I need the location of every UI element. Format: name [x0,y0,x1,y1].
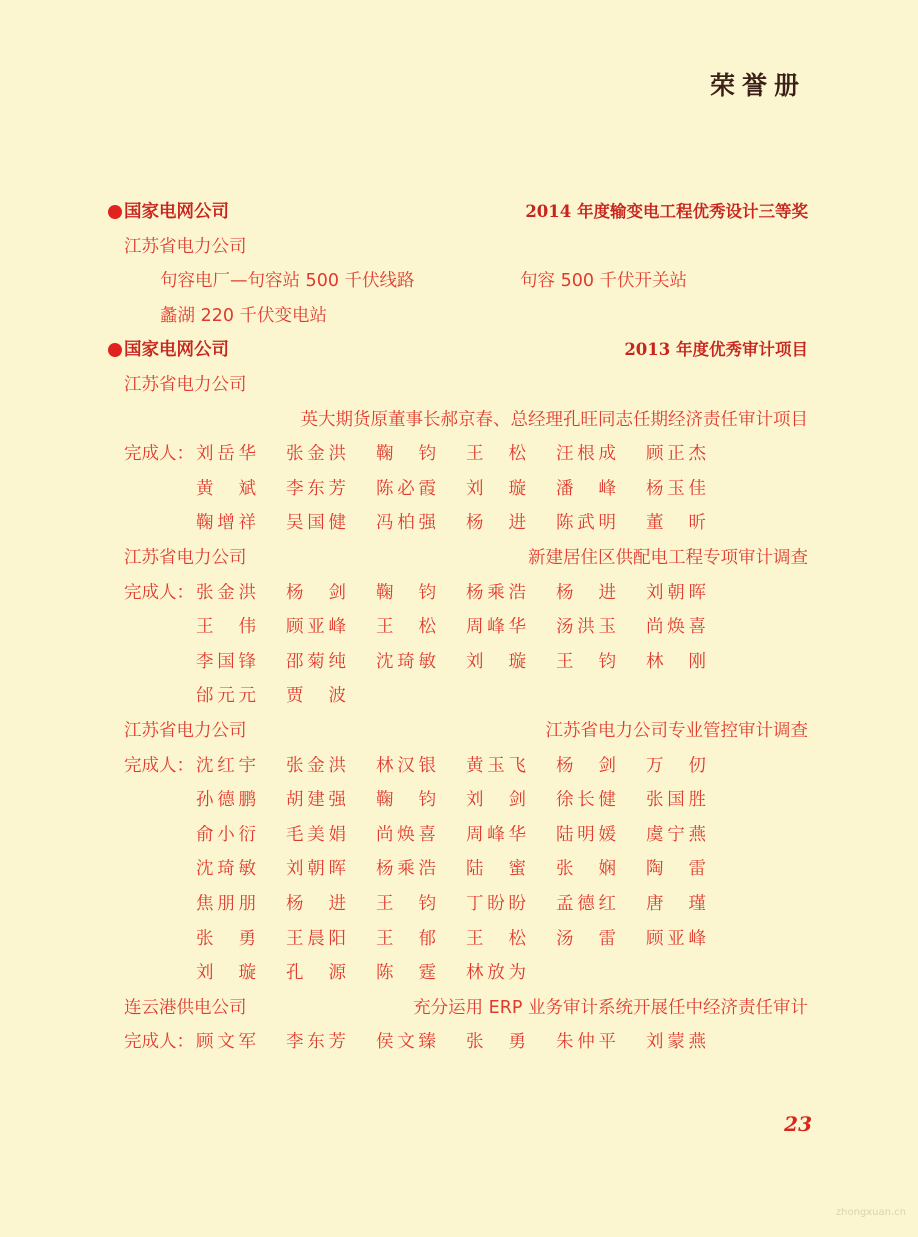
person-name: 张国胜 [646,790,706,811]
org-line [0,993,918,1023]
person-name: 张 勇 [466,1032,526,1053]
project-title: 新建居住区供配电工程专项审计调查 [528,548,808,568]
page-number: 23 [784,1112,812,1136]
project-line [0,301,918,331]
person-name: 顾亚峰 [286,617,346,638]
award-title: 2014 年度输变电工程优秀设计三等奖 [525,202,808,221]
person-name: 张 勇 [196,928,256,949]
section-heading [0,335,918,365]
person-name: 王 松 [466,444,526,465]
person-name: 董 昕 [646,513,706,534]
completer-row [0,578,918,608]
person-name: 陈必霞 [376,478,436,499]
sub-org: 江苏省电力公司 [124,721,247,741]
person-name: 周峰华 [466,824,526,845]
bullet-dot-icon [108,205,122,219]
section-org: 国家电网公司 [124,202,229,222]
person-name: 侯文臻 [376,1032,436,1053]
completer-row [0,439,918,469]
person-name: 林放为 [466,963,526,984]
person-name: 杨乘浩 [376,859,436,880]
person-name: 唐 瑾 [646,894,706,914]
person-name: 刘 璇 [466,478,526,499]
person-name: 朱仲平 [556,1032,616,1053]
person-name: 杨 进 [556,582,616,603]
project-item: 蠡湖 220 千伏变电站 [160,306,328,326]
person-name: 潘 峰 [556,478,616,499]
org-line [0,716,918,746]
person-name: 邵菊纯 [286,651,346,672]
person-name: 徐长健 [556,790,616,811]
person-name: 吴国健 [286,513,346,534]
person-name: 刘蒙燕 [646,1032,706,1053]
completer-row [0,681,918,711]
project-line [0,266,918,296]
sub-org: 江苏省电力公司 [124,375,247,395]
person-name: 陆 蜜 [466,859,526,880]
project-item: 句容 500 千伏开关站 [520,271,688,291]
person-name: 王 钧 [556,651,616,672]
completer-row [0,474,918,504]
person-name: 汤洪玉 [556,617,616,638]
person-name: 刘 剑 [466,790,526,811]
person-name: 林汉银 [376,755,436,776]
person-name: 邰元元 [196,686,256,707]
section-org: 国家电网公司 [124,340,229,360]
completer-row [0,647,918,677]
person-name: 顾正杰 [646,444,706,465]
bullet-dot-icon [108,343,122,357]
project-title: 充分运用 ERP 业务审计系统开展任中经济责任审计 [413,997,808,1018]
person-name: 鞠 钧 [376,444,436,465]
person-name: 陶 雷 [646,859,706,880]
person-name: 王 伟 [196,617,256,638]
person-name: 杨 进 [286,894,346,914]
person-name: 沈琦敏 [196,859,256,880]
sub-org: 江苏省电力公司 [124,548,247,568]
completer-row [0,1027,918,1057]
person-name: 张金洪 [196,582,256,603]
project-title: 江苏省电力公司专业管控审计调查 [545,721,808,741]
person-name: 王 松 [376,617,436,638]
completer-row [0,820,918,850]
person-name: 周峰华 [466,617,526,638]
person-name: 万 仞 [646,755,706,776]
person-name: 李国锋 [196,651,256,672]
person-name: 杨玉佳 [646,478,706,499]
person-name: 贾 波 [286,686,346,707]
person-name: 陈 霆 [376,963,436,984]
person-name: 刘朝晖 [286,859,346,880]
completer-label: 完成人： [124,1032,194,1053]
person-name: 鞠 钧 [376,790,436,811]
award-title: 2013 年度优秀审计项目 [624,340,808,359]
completer-label: 完成人： [124,755,194,776]
completer-row [0,958,918,988]
completer-label: 完成人： [124,582,194,603]
person-name: 杨 剑 [556,755,616,776]
person-name: 杨 进 [466,513,526,534]
completer-row [0,854,918,884]
completer-row [0,889,918,919]
person-name: 王 郁 [376,928,436,949]
book-title: 荣誉册 [709,71,806,100]
person-name: 俞小衍 [196,824,256,845]
project-title: 英大期货原董事长郝京春、总经理孔旺同志任期经济责任审计项目 [300,409,808,430]
person-name: 孙德鹏 [196,790,256,811]
completer-row [0,924,918,954]
sub-org: 连云港供电公司 [124,997,247,1018]
person-name: 刘 璇 [196,963,256,984]
person-name: 黄 斌 [196,478,256,499]
person-name: 陆明媛 [556,824,616,845]
person-name: 沈红宇 [196,755,256,776]
person-name: 杨乘浩 [466,582,526,603]
person-name: 张 娴 [556,859,616,880]
person-name: 胡建强 [286,790,346,811]
person-name: 林 刚 [646,651,706,672]
person-name: 李东芳 [286,478,346,499]
completer-row [0,751,918,781]
person-name: 焦朋朋 [196,894,256,914]
completer-row [0,612,918,642]
person-name: 汤 雷 [556,928,616,949]
person-name: 尚焕喜 [646,617,706,638]
completer-row [0,508,918,538]
person-name: 汪根成 [556,444,616,465]
person-name: 张金洪 [286,444,346,465]
person-name: 杨 剑 [286,582,346,603]
person-name: 孟德红 [556,894,616,914]
completer-label: 完成人： [124,444,194,465]
org-line [0,543,918,573]
person-name: 顾文军 [196,1032,256,1053]
project-line [0,405,918,435]
person-name: 冯柏强 [376,513,436,534]
person-name: 王 钧 [376,894,436,914]
person-name: 刘朝晖 [646,582,706,603]
person-name: 毛美娟 [286,824,346,845]
person-name: 鞠 钧 [376,582,436,603]
person-name: 孔 源 [286,963,346,984]
org-line [0,370,918,400]
completer-row [0,785,918,815]
person-name: 虞宁燕 [646,824,706,845]
org-line [0,232,918,262]
person-name: 王 松 [466,928,526,949]
person-name: 顾亚峰 [646,928,706,949]
section-heading [0,197,918,227]
person-name: 刘 璇 [466,651,526,672]
person-name: 丁盼盼 [466,894,526,914]
sub-org: 江苏省电力公司 [124,237,247,257]
person-name: 陈武明 [556,513,616,534]
project-item: 句容电厂—句容站 500 千伏线路 [160,271,415,291]
person-name: 沈琦敏 [376,651,436,672]
person-name: 张金洪 [286,755,346,776]
person-name: 李东芳 [286,1032,346,1053]
person-name: 刘岳华 [196,444,256,465]
person-name: 鞠增祥 [196,513,256,534]
watermark: zhongxuan.cn [835,1207,906,1218]
person-name: 王晨阳 [286,928,346,949]
person-name: 黄玉飞 [466,755,526,776]
person-name: 尚焕喜 [376,824,436,845]
